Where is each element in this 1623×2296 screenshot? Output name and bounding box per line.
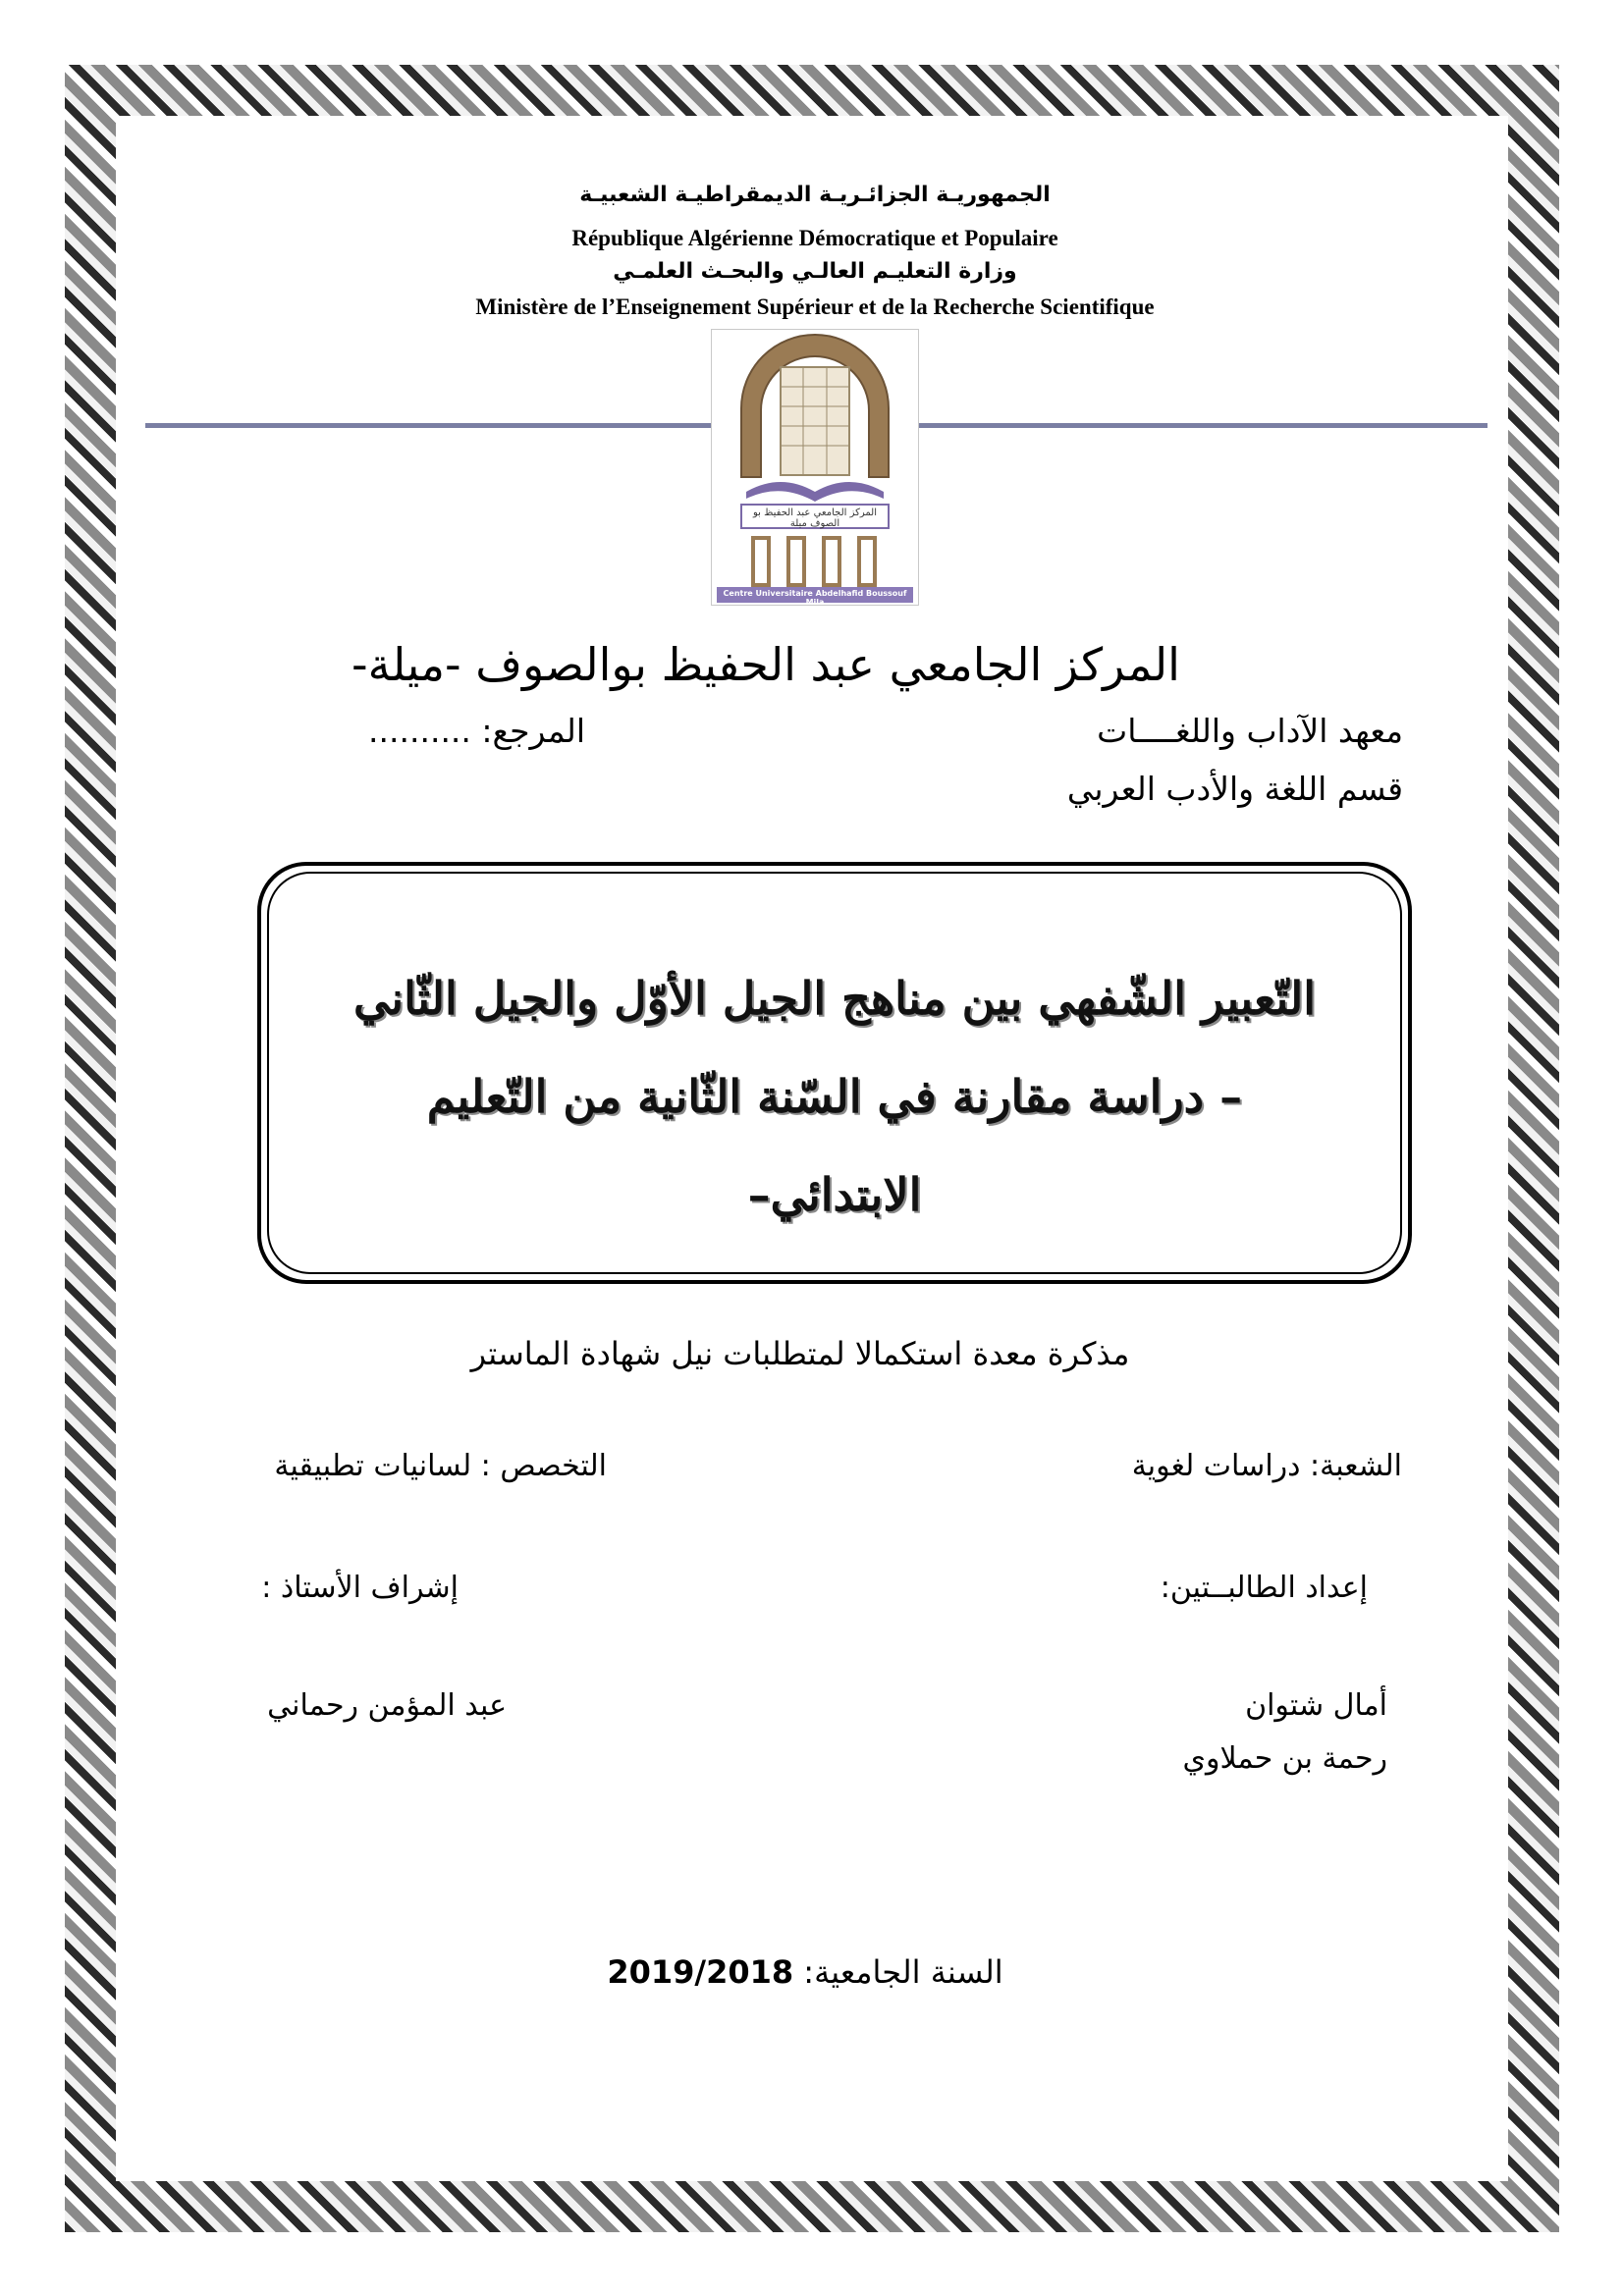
republic-french: République Algérienne Démocratique et Populaire [571, 226, 1058, 250]
academic-year [550, 1953, 1060, 1991]
specialty-label: التخصص : لسانيات تطبيقية [274, 1449, 607, 1483]
student-name-1: أمال شتوان [1245, 1688, 1387, 1723]
logo-caption-french: Centre Universitaire Abdelhafid Boussouf Mila [723, 589, 907, 607]
ministry-arabic: وزارة التعليـم العالـي والبحـث العلمـي [613, 259, 1017, 284]
academic-year-label: السنة الجامعية: [803, 1953, 1003, 1991]
thesis-purpose: مذكرة معدة استكمالا لمتطلبات نيل شهادة الماستر [470, 1335, 1130, 1372]
branch-label: الشعبة: دراسات لغوية [1131, 1449, 1402, 1483]
student-name-2: رحمة بن حملاوي [1182, 1741, 1387, 1776]
republic-arabic: الجمهوريـة الجزائـريـة الديمقراطيـة الشعبيـة [579, 183, 1051, 207]
university-logo-icon [712, 330, 918, 605]
thesis-title-line-3: الابتدائي– [747, 1168, 922, 1221]
thesis-title-line-2: – دراسة مقارنة في السّنة الثّانية من التّعليم [426, 1070, 1243, 1123]
ministry-french: Ministère de l’Enseignement Supérieur et de la Recherche Scientifique [475, 294, 1155, 319]
supervisor-label: إشراف الأستاذ : [261, 1571, 459, 1605]
department-name: قسم اللغة والأدب العربي [1066, 770, 1403, 808]
logo-caption-arabic: المركز الجامعي عبد الحفيظ بو الصوف ميلة [753, 507, 877, 529]
prepared-by-label: إعداد الطالبــتين: [1160, 1571, 1368, 1605]
center-name: المركز الجامعي عبد الحفيظ بوالصوف -ميلة- [352, 638, 1180, 691]
supervisor-name: عبد المؤمن رحماني [267, 1688, 507, 1723]
reference-label: المرجع: .......... [368, 712, 585, 750]
institute-name: معهد الآداب واللغــــات [1097, 712, 1403, 750]
university-logo [711, 329, 919, 606]
academic-year-value: 2019/2018 [607, 1953, 794, 1991]
thesis-title-line-1: التّعبير الشّفهي بين مناهج الجيل الأوّل والجيل الثّاني [352, 972, 1317, 1025]
